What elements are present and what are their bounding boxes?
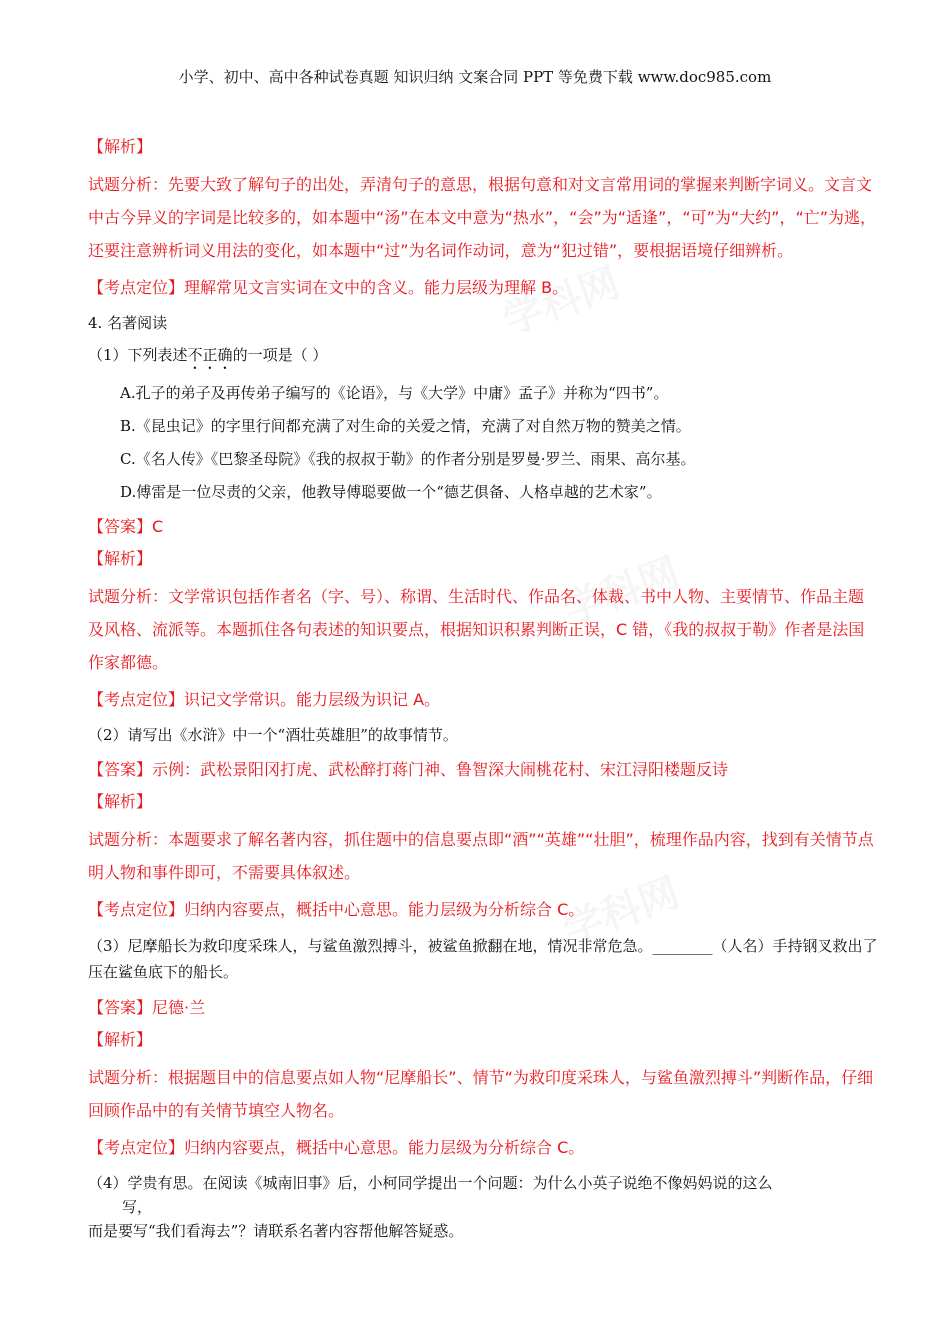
watermark: 学科网	[556, 549, 686, 634]
question-4-1	[88, 343, 878, 373]
key-point: 【考点定位】归纳内容要点，概括中心意思。能力层级为分析综合 C。	[88, 1138, 585, 1157]
analysis-heading: 【解析】	[88, 549, 153, 568]
question-4-4-cont: 写，	[122, 1198, 153, 1216]
page-header: 小学、初中、高中各种试卷真题 知识归纳 文案合同 PPT 等免费下载 www.doc985.com	[178, 68, 772, 86]
key-point: 【考点定位】归纳内容要点，概括中心意思。能力层级为分析综合 C。	[88, 900, 585, 919]
answer: 【答案】C	[88, 517, 164, 536]
question-4-4: （4）学贵有思。在阅读《城南旧事》后，小柯同学提出一个问题：为什么小英子说绝不像妈妈说的这么	[88, 1174, 773, 1192]
analysis-text: 试题分析：根据题目中的信息要点如人物“尼摩船长”、情节“为救印度采珠人，与鲨鱼激烈搏斗”判断作品，仔细回顾作品中的有关情节填空人物名。	[88, 1068, 874, 1120]
watermark: 学科网	[496, 259, 626, 344]
question-4-4-end: 而是要写“我们看海去”？请联系名著内容帮他解答疑惑。	[88, 1222, 464, 1240]
analysis-text: 试题分析：本题要求了解名著内容，抓住题中的信息要点即“酒”“英雄”“壮胆”，梳理作品内容，找到有关情节点明人物和事件即可，不需要具体叙述。	[88, 830, 874, 882]
option-a: A.孔子的弟子及再传弟子编写的《论语》，与《大学》中庸》孟子》并称为“四书”。	[120, 384, 669, 402]
question-4-3: （3）尼摩船长为救印度采珠人，与鲨鱼激烈搏斗，被鲨鱼掀翻在地，情况非常危急。________（人名）手持钢叉救出了压在鲨鱼底下的船长。	[88, 937, 878, 981]
analysis-heading: 【解析】	[88, 792, 153, 811]
key-point: 【考点定位】理解常见文言实词在文中的含义。能力层级为理解 B。	[88, 278, 569, 297]
option-c: C.《名人传》《巴黎圣母院》《我的叔叔于勒》的作者分别是罗曼·罗兰、雨果、高尔基。	[120, 450, 696, 468]
analysis-text: 试题分析：先要大致了解句子的出处，弄清句子的意思，根据句意和对文言常用词的掌握来判断字词义。文言文中古今异义的字词是比较多的，如本题中“汤”在本文中意为“热水”，“会”为“适逢”，“可”为“大约”，“亡”为逃，还要注意辨析词义用法的变化，如本题中“过”为名词作动词，意为“犯过错”，要根据语境仔细辨析。	[88, 175, 877, 260]
analysis-heading: 【解析】	[88, 137, 153, 156]
key-point: 【考点定位】识记文学常识。能力层级为识记 A。	[88, 690, 441, 709]
option-d: D.傅雷是一位尽责的父亲，他教导傅聪要做一个“德艺俱备、人格卓越的艺术家”。	[120, 483, 662, 501]
question-text: 的一项是（ ）	[232, 346, 328, 364]
question-4-2: （2）请写出《水浒》中一个“酒壮英雄胆”的故事情节。	[88, 726, 458, 744]
analysis-heading: 【解析】	[88, 1030, 153, 1049]
option-b: B.《昆虫记》的字里行间都充满了对生命的关爱之情，充满了对自然万物的赞美之情。	[120, 417, 691, 435]
answer: 【答案】示例：武松景阳冈打虎、武松醉打蒋门神、鲁智深大闹桃花村、宋江浔阳楼题反诗	[88, 760, 729, 779]
analysis-text: 试题分析：文学常识包括作者名（字、号）、称谓、生活时代、作品名、体裁、书中人物、主要情节、作品主题及风格、流派等。本题抓住各句表述的知识要点，根据知识积累判断正误，C 错，《我的叔叔于勒》作者是法国作家都德。	[88, 587, 865, 672]
emphasis-text: 不正确	[187, 346, 233, 364]
document-body	[88, 136, 878, 1251]
question-4-title: 4. 名著阅读	[88, 314, 168, 332]
answer: 【答案】尼德·兰	[88, 998, 206, 1017]
question-text: （1）下列表述	[88, 346, 188, 364]
watermark: 学科网	[556, 869, 686, 954]
